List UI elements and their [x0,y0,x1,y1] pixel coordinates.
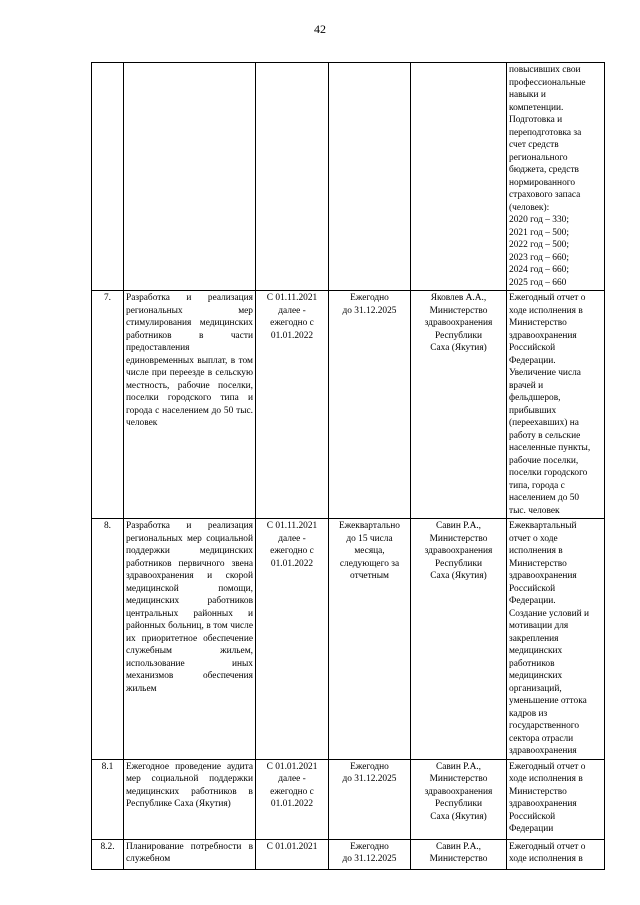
page-number: 42 [314,22,326,36]
row-number-cell: 7. [92,291,124,519]
responsible-cell: Савин Р.А., Министерство [411,839,507,869]
responsible-cell: Яковлев А.А., Министерство здравоохранения Республики Саха (Якутия) [411,291,507,519]
deadline-cell: Ежегодно до 31.12.2025 [329,291,411,519]
deadline-cell: Ежегодно до 31.12.2025 [329,759,411,839]
measure-name-cell [124,63,256,291]
result-cell: Ежегодный отчет о ходе исполнения в [507,839,605,869]
deadline-cell: Ежеквартально до 15 числа месяца, следующего за отчетным [329,519,411,760]
measure-name-cell: Планирование потребности в служебном [124,839,256,869]
row-number-cell [92,63,124,291]
responsible-cell: Савин Р.А., Министерство здравоохранения Республики Саха (Якутия) [411,759,507,839]
start-date-cell: С 01.11.2021 далее - ежегодно с 01.01.2022 [256,291,329,519]
start-date-cell: С 01.01.2021 далее - ежегодно с 01.01.2022 [256,759,329,839]
start-date-cell [256,63,329,291]
measure-name-cell: Ежегодное проведение аудита мер социальной поддержки медицинских работников в Республике Саха (Якутия) [124,759,256,839]
deadline-cell: Ежегодно до 31.12.2025 [329,839,411,869]
table-row [92,63,605,291]
result-cell: Ежегодный отчет о ходе исполнения в Министерство здравоохранения Российской Федерации [507,759,605,839]
table-row [92,839,605,869]
table-row [92,291,605,519]
responsible-cell [411,63,507,291]
measure-name-cell: Разработка и реализация региональных мер стимулирования медицинских работников в части предоставления единовременных выплат, в том числе при переезде в сельскую местность, рабочие поселки, поселки городского типа и города с населением до 50 тыс. человек [124,291,256,519]
row-number-cell: 8.2. [92,839,124,869]
deadline-cell [329,63,411,291]
start-date-cell: С 01.11.2021 далее - ежегодно с 01.01.2022 [256,519,329,760]
measure-name-cell: Разработка и реализация региональных мер социальной поддержки медицинских работников первичного звена здравоохранения и скорой медицинской помощи, медицинских работников центральных районных и районных больниц, в том числе их приоритетное обеспечение служебным жильем, использование иных механизмов обеспечения жильем [124,519,256,760]
measures-table [91,62,605,870]
result-cell: повысивших свои профессиональные навыки и компетенции. Подготовка и переподготовка за счет средств регионального бюджета, средств нормированного страхового запаса (человек): 2020 год – 330; 2021 год – 500; 2022 год – 500; 2023 год – 660; 2024 год – 660; 2025 год – 660 [507,63,605,291]
result-cell: Ежеквартальный отчет о ходе исполнения в Министерство здравоохранения Российской Федерации. Создание условий и мотивации для закрепления медицинских работников медицинских организаций, уменьшение оттока кадров из государственного сектора отрасли здравоохранения [507,519,605,760]
responsible-cell: Савин Р.А., Министерство здравоохранения Республики Саха (Якутия) [411,519,507,760]
table-row [92,519,605,760]
row-number-cell: 8. [92,519,124,760]
row-number-cell: 8.1 [92,759,124,839]
table-row [92,759,605,839]
result-cell: Ежегодный отчет о ходе исполнения в Министерство здравоохранения Российской Федерации. Увеличение числа врачей и фельдшеров, прибывших (переехавших) на работу в сельские населенные пункты, рабочие поселки, поселки городского типа, города с населением до 50 тыс. человек [507,291,605,519]
start-date-cell: С 01.01.2021 [256,839,329,869]
